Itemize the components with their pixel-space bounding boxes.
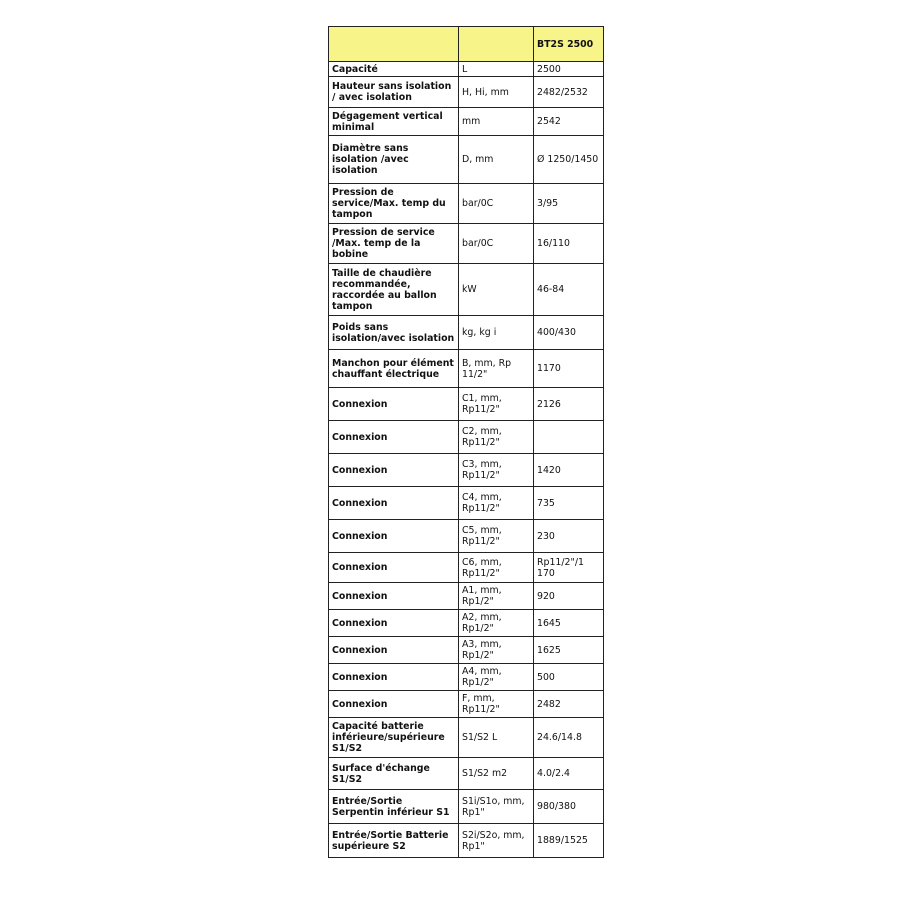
spec-value: 500 [534, 664, 604, 691]
spec-value: 2542 [534, 108, 604, 136]
spec-unit: A2, mm, Rp1/2" [459, 610, 534, 637]
spec-unit: C1, mm, Rp11/2" [459, 388, 534, 421]
spec-label: Connexion [329, 664, 459, 691]
table-row [329, 758, 604, 790]
spec-label: Connexion [329, 637, 459, 664]
spec-label: Connexion [329, 487, 459, 520]
spec-value: 735 [534, 487, 604, 520]
spec-value: 4.0/2.4 [534, 758, 604, 790]
spec-value: 3/95 [534, 184, 604, 224]
spec-label: Connexion [329, 553, 459, 583]
spec-value: 980/380 [534, 790, 604, 824]
spec-label: Entrée/Sortie Serpentin inférieur S1 [329, 790, 459, 824]
spec-unit: mm [459, 108, 534, 136]
spec-label: Capacité batterie inférieure/supérieure S1/S2 [329, 718, 459, 758]
table-row [329, 691, 604, 718]
spec-label: Connexion [329, 520, 459, 553]
table-row [329, 583, 604, 610]
spec-unit: S1/S2 m2 [459, 758, 534, 790]
spec-label: Pression de service /Max. temp de la bobine [329, 224, 459, 264]
spec-value: 2482 [534, 691, 604, 718]
table-row [329, 184, 604, 224]
spec-value: 1170 [534, 350, 604, 388]
header-label-cell [329, 27, 459, 62]
spec-unit: C4, mm, Rp11/2" [459, 487, 534, 520]
spec-unit: A3, mm, Rp1/2" [459, 637, 534, 664]
spec-unit: A1, mm, Rp1/2" [459, 583, 534, 610]
spec-label: Diamètre sans isolation /avec isolation [329, 136, 459, 184]
spec-value: 920 [534, 583, 604, 610]
spec-label: Connexion [329, 454, 459, 487]
spec-label: Capacité [329, 62, 459, 77]
spec-unit: D, mm [459, 136, 534, 184]
spec-value: 46-84 [534, 264, 604, 316]
spec-unit: bar/0C [459, 184, 534, 224]
spec-unit: kW [459, 264, 534, 316]
spec-unit: S1/S2 L [459, 718, 534, 758]
header-row [329, 27, 604, 62]
spec-label: Connexion [329, 388, 459, 421]
table-row [329, 664, 604, 691]
spec-value: Ø 1250/1450 [534, 136, 604, 184]
spec-unit: H, Hi, mm [459, 77, 534, 108]
spec-value: 2126 [534, 388, 604, 421]
spec-unit: F, mm, Rp11/2" [459, 691, 534, 718]
spec-value: 1889/1525 [534, 824, 604, 858]
spec-sheet [328, 26, 603, 858]
spec-label: Connexion [329, 691, 459, 718]
table-row [329, 421, 604, 454]
table-row [329, 224, 604, 264]
spec-unit: S2i/S2o, mm, Rp1" [459, 824, 534, 858]
spec-unit: C6, mm, Rp11/2" [459, 553, 534, 583]
spec-value: Rp11/2"/1 170 [534, 553, 604, 583]
spec-value: 1420 [534, 454, 604, 487]
spec-label: Hauteur sans isolation / avec isolation [329, 77, 459, 108]
table-row [329, 62, 604, 77]
spec-unit: C5, mm, Rp11/2" [459, 520, 534, 553]
table-row [329, 520, 604, 553]
table-row [329, 264, 604, 316]
table-row [329, 108, 604, 136]
table-row [329, 637, 604, 664]
table-row [329, 718, 604, 758]
table-row [329, 388, 604, 421]
table-row [329, 77, 604, 108]
spec-value: 1645 [534, 610, 604, 637]
table-row [329, 136, 604, 184]
spec-unit: B, mm, Rp 11/2" [459, 350, 534, 388]
model-header: BT2S 2500 [534, 27, 604, 62]
table-row [329, 454, 604, 487]
spec-label: Dégagement vertical minimal [329, 108, 459, 136]
table-row [329, 316, 604, 350]
table-row [329, 350, 604, 388]
spec-unit: A4, mm, Rp1/2" [459, 664, 534, 691]
header-unit-cell [459, 27, 534, 62]
spec-label: Connexion [329, 610, 459, 637]
spec-value: 400/430 [534, 316, 604, 350]
spec-unit: S1i/S1o, mm, Rp1" [459, 790, 534, 824]
spec-label: Connexion [329, 421, 459, 454]
spec-value: 16/110 [534, 224, 604, 264]
spec-unit: bar/0C [459, 224, 534, 264]
spec-unit: kg, kg i [459, 316, 534, 350]
table-row [329, 487, 604, 520]
spec-label: Surface d'échange S1/S2 [329, 758, 459, 790]
spec-label: Entrée/Sortie Batterie supérieure S2 [329, 824, 459, 858]
spec-value [534, 421, 604, 454]
table-row [329, 824, 604, 858]
spec-value: 2482/2532 [534, 77, 604, 108]
table-row [329, 553, 604, 583]
spec-label: Poids sans isolation/avec isolation [329, 316, 459, 350]
spec-table [328, 26, 604, 858]
spec-label: Manchon pour élément chauffant électrique [329, 350, 459, 388]
spec-value: 24.6/14.8 [534, 718, 604, 758]
spec-label: Pression de service/Max. temp du tampon [329, 184, 459, 224]
spec-unit: C2, mm, Rp11/2" [459, 421, 534, 454]
spec-value: 2500 [534, 62, 604, 77]
spec-value: 1625 [534, 637, 604, 664]
table-row [329, 790, 604, 824]
spec-label: Taille de chaudière recommandée, raccordée au ballon tampon [329, 264, 459, 316]
spec-unit: C3, mm, Rp11/2" [459, 454, 534, 487]
table-row [329, 610, 604, 637]
spec-label: Connexion [329, 583, 459, 610]
spec-value: 230 [534, 520, 604, 553]
spec-unit: L [459, 62, 534, 77]
